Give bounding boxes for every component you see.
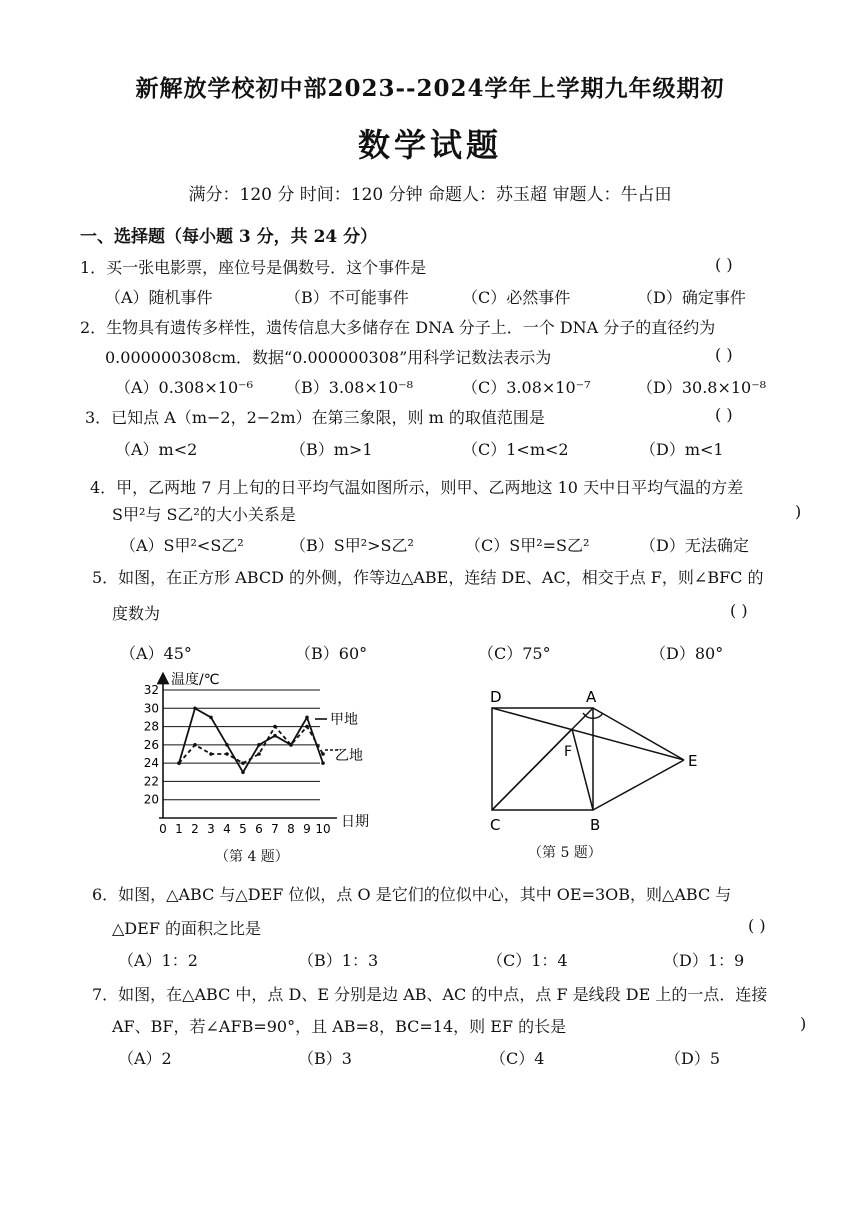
question-1-option-a: （A）随机事件 — [105, 288, 213, 307]
question-5-option-d: （D）80° — [650, 644, 724, 663]
question-4-answer-paren: ) — [795, 502, 802, 521]
y-tick-label: 32 — [143, 683, 159, 697]
question-4-option-b: （B）S甲²>S乙² — [290, 536, 414, 555]
question-7-stem-line2: AF、BF，若∠AFB=90°，且 AB=8，BC=14，则 EF 的长是 — [112, 1017, 567, 1036]
question-7-option-c: （C）4 — [490, 1049, 545, 1068]
x-axis-label: 日期 — [341, 814, 369, 830]
y-tick-label: 22 — [143, 774, 159, 789]
point-jia-3 — [209, 716, 213, 720]
question-5-stem-line2: 度数为 — [112, 604, 161, 623]
question-7-option-b: （B）3 — [298, 1049, 352, 1068]
question-1-answer-paren: ( ) — [715, 255, 733, 274]
x-tick-label: 7 — [271, 822, 279, 836]
question-5-option-c: （C）75° — [478, 644, 551, 663]
point-yi-3 — [209, 752, 213, 756]
question-4-stem-line2: S甲²与 S乙²的大小关系是 — [112, 505, 296, 524]
question-1-option-b: （B）不可能事件 — [285, 288, 409, 307]
x-tick-label: 5 — [239, 822, 247, 836]
point-yi-6 — [257, 752, 261, 756]
x-tick-label: 9 — [303, 822, 311, 836]
x-tick-label: 0 — [159, 822, 167, 836]
label-c: C — [490, 816, 501, 834]
segment-fb — [572, 729, 593, 810]
question-2-option-b: （B）3.08×10⁻⁸ — [285, 378, 414, 397]
question-3-option-d: （D）m<1 — [640, 440, 724, 459]
question-2-option-c: （C）3.08×10⁻⁷ — [462, 378, 591, 397]
x-tick-label: 8 — [287, 822, 295, 836]
exam-meta: 满分：120 分 时间：120 分钟 命题人：苏玉超 审题人：牛占田 — [188, 185, 672, 205]
question-2-stem-line1: 2．生物具有遗传多样性，遗传信息大多储存在 DNA 分子上．一个 DNA 分子的直径约为 — [80, 318, 716, 337]
y-tick-label: 28 — [143, 719, 159, 734]
figure-5-geometry — [480, 680, 710, 840]
y-axis-label: 温度/℃ — [171, 672, 220, 688]
question-4-option-d: （D）无法确定 — [640, 536, 749, 555]
point-yi-1 — [177, 761, 181, 765]
question-2-stem-line2: 0.000000308cm．数据“0.000000308”用科学记数法表示为 — [105, 348, 552, 367]
segment-de — [492, 708, 684, 760]
x-tick-label: 10 — [315, 822, 331, 836]
legend-yi-label: 乙地 — [335, 748, 363, 764]
question-4-option-c: （C）S甲²=S乙² — [465, 536, 590, 555]
y-tick-label: 26 — [143, 737, 159, 752]
legend-jia-label: 甲地 — [330, 712, 358, 728]
question-2-option-d: （D）30.8×10⁻⁸ — [637, 378, 767, 397]
point-jia-2 — [193, 706, 197, 710]
question-2-answer-paren: ( ) — [715, 345, 733, 364]
question-3-option-c: （C）1<m<2 — [462, 440, 569, 459]
question-5-answer-paren: ( ) — [730, 601, 748, 620]
question-3-option-b: （B）m>1 — [290, 440, 373, 459]
point-jia-5 — [241, 770, 245, 774]
segment-fc — [492, 729, 572, 810]
point-jia-7 — [273, 734, 277, 738]
question-5-stem-line1: 5．如图，在正方形 ABCD 的外侧，作等边△ABE，连结 DE、AC，相交于点 F，则∠BFC 的 — [92, 568, 764, 587]
question-5-option-a: （A）45° — [120, 644, 192, 663]
question-3-stem: 3．已知点 A（m−2，2−2m）在第三象限，则 m 的取值范围是 — [85, 408, 545, 427]
question-6-stem-line2: △DEF 的面积之比是 — [112, 919, 262, 938]
question-3-option-a: （A）m<2 — [115, 440, 198, 459]
question-6-option-c: （C）1：4 — [487, 951, 568, 970]
chart-gridlines — [163, 690, 320, 800]
question-7-option-a: （A）2 — [118, 1049, 172, 1068]
question-2-option-a: （A）0.308×10⁻⁶ — [115, 378, 253, 397]
question-6-answer-paren: ( ) — [748, 916, 766, 935]
question-7-answer-paren: ) — [800, 1014, 807, 1033]
y-tick-label: 24 — [143, 756, 159, 771]
question-7-option-d: （D）5 — [665, 1049, 721, 1068]
segment-be — [593, 760, 684, 810]
point-yi-2 — [193, 743, 197, 747]
point-yi-9 — [305, 725, 309, 729]
question-6-option-a: （A）1：2 — [118, 951, 198, 970]
question-6-stem-line1: 6．如图，△ABC 与△DEF 位似，点 O 是它们的位似中心，其中 OE=3OB，则△ABC 与 — [92, 885, 732, 904]
label-b: B — [590, 816, 601, 834]
exam-title: 新解放学校初中部2023--2024学年上学期九年级期初 — [135, 75, 725, 102]
exam-subject-title: 数学试题 — [357, 126, 502, 164]
question-6-option-b: （B）1：3 — [298, 951, 379, 970]
question-1-option-d: （D）确定事件 — [637, 288, 746, 307]
point-jia-6 — [257, 743, 261, 747]
label-e: E — [688, 752, 698, 770]
point-jia-4 — [225, 743, 229, 747]
question-7-stem-line1: 7．如图，在△ABC 中，点 D、E 分别是边 AB、AC 的中点，点 F 是线段 DE 上的一点．连接 — [92, 985, 768, 1004]
question-5-option-b: （B）60° — [295, 644, 368, 663]
y-tick-label: 20 — [143, 792, 159, 807]
point-yi-10 — [321, 752, 325, 756]
question-4-option-a: （A）S甲²<S乙² — [120, 536, 244, 555]
segment-ae — [593, 708, 684, 760]
point-yi-8 — [289, 743, 293, 747]
question-6-option-d: （D）1：9 — [663, 951, 745, 970]
question-3-answer-paren: ( ) — [715, 405, 733, 424]
x-tick-label: 1 — [175, 822, 183, 836]
label-d: D — [490, 688, 502, 706]
figure-4-line-chart — [115, 668, 405, 838]
point-jia-9 — [305, 716, 309, 720]
question-1-option-c: （C）必然事件 — [462, 288, 571, 307]
figure-4-caption: （第 4 题） — [215, 849, 289, 865]
point-jia-10 — [321, 761, 325, 765]
x-tick-label: 3 — [207, 822, 215, 836]
figure-5-caption: （第 5 题） — [528, 845, 602, 861]
x-tick-label: 6 — [255, 822, 263, 836]
section-heading: 一、选择题（每小题 3 分，共 24 分） — [80, 227, 378, 247]
x-tick-label: 4 — [223, 822, 231, 836]
question-4-stem-line1: 4．甲，乙两地 7 月上旬的日平均气温如图所示，则甲、乙两地这 10 天中日平均气温的方差 — [90, 478, 744, 497]
x-tick-label: 2 — [191, 822, 199, 836]
label-a: A — [586, 688, 597, 706]
point-yi-7 — [273, 725, 277, 729]
point-yi-4 — [225, 752, 229, 756]
question-1-stem: 1．买一张电影票，座位号是偶数号．这个事件是 — [80, 258, 427, 277]
point-yi-5 — [241, 761, 245, 765]
label-f: F — [564, 744, 573, 760]
y-tick-label: 30 — [143, 701, 159, 716]
